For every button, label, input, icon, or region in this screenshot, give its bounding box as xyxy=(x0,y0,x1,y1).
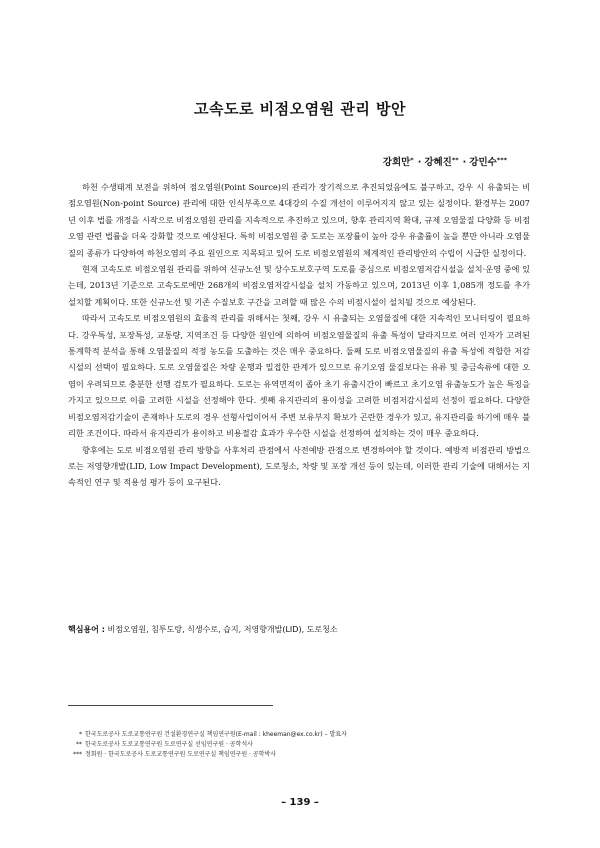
footnote xyxy=(68,730,538,740)
paper-title: 고속도로 비점오염원 관리 방안 xyxy=(193,100,407,118)
footnote-mark: * xyxy=(79,731,82,738)
abstract-paragraph: 현재 고속도로 비점오염원 관리를 위하여 신규노선 및 상수도보호구역 도로를 중심으로 비점오염저감시설을 설치·운영 중에 있는데, 2013년 기준으로 고속도로에만 268개의 비점오염저감시설을 설치 가동하고 있으며, 2013년 이후 1,085개 정도를 추가 설치할 계획이다. 또한 신규노선 및 기존 수질보호 구간을 고려할 때 많은 수의 비점시설이 설치될 것으로 예상된다. xyxy=(68,264,530,307)
author-name: 강민수 xyxy=(469,157,497,168)
footnote-text: 정회원 · 한국도로공사 도로교통연구원 도로연구실 책임연구원 · 공학박사 xyxy=(85,751,277,758)
page-number: – 139 – xyxy=(281,797,319,808)
author-name: 강혜진 xyxy=(424,157,452,168)
author-mark: * xyxy=(410,156,414,164)
footnote-divider xyxy=(68,705,273,706)
author-separator: · xyxy=(462,157,467,168)
footnote xyxy=(68,750,538,760)
author-mark: *** xyxy=(496,156,507,164)
abstract-paragraph: 향후에는 도로 비점오염원 관리 방향을 사후처리 관점에서 사전예방 관점으로 변경하여야 할 것이다. 예방적 비점관리 방법으로는 저영향개발(LID, Low Impact Development), 도로청소, 차량 및 포장 개선 등이 있는데, 이러한 관리 기술에 대해서는 지속적인 연구 및 적용성 평가 등이 요구된다. xyxy=(68,444,530,488)
keywords-label: 핵심용어 : xyxy=(68,625,105,634)
abstract-paragraph: 따라서 고속도로 비점오염원의 효율적 관리를 위해서는 첫째, 강우 시 유출되는 오염물질에 대한 지속적인 모니터링이 필요하다. 강우특성, 포장특성, 교통량, 지역조건 등 다양한 원인에 의하여 비점오염물질의 유출 특성이 달라지므로 여러 인자가 고려된 통계학적 분석을 통해 오염물질의 적정 농도를 도출하는 것은 매우 중요하다. 둘째 도로 비점오염물질의 유출 특성에 적합한 저감시설의 선택이 필요하다. 도로 오염물질은 차량 운행과 밀접한 관계가 있으므로 유기오염 물질보다는 유류 및 중금속류에 대한 오염이 우려되므로 충분한 선행 검토가 필요하다. 도로는 유역면적이 좁아 초기 유출시간이 빠르고 초기오염 유출농도가 높은 특징을 가지고 있으므로 이를 고려한 시설을 선정해야 한다. 셋째 유지관리의 용이성을 고려한 비점저감시설의 선정이 필요하다. 다양한 비점오염저감기술이 존재하나 도로의 경우 선형사업이어서 주변 보유부지 확보가 곤란한 경우가 있고, 유지관리를 하기에 매우 불리한 조건이다. 따라서 유지관리가 용이하고 비용절감 효과가 우수한 시설을 선정하여 설치하는 것이 매우 중요하다. xyxy=(68,313,530,439)
abstract-paragraph: 하천 수생태계 보전을 위하여 점오염원(Point Source)의 관리가 장기적으로 추진되었음에도 불구하고, 강우 시 유출되는 비점오염원(Non-point Source) 관리에 대한 인식부족으로 4대강의 수질 개선이 이루어지지 않고 있는 실정이다. 환경부는 2007년 이후 법를 개정을 시작으로 비점오염원 관리를 지속적으로 추진하고 있으며, 향후 관리지역 확대, 규제 오염물질 다양화 등 비점오염 관련 법률을 더욱 강화할 것으로 예상된다. 특히 비점오염원 중 도로는 포장률이 높아 강우 유출률이 높을 뿐만 아니라 오염물질의 종류가 다양하여 하천오염의 주요 원인으로 지목되고 있어 도로 비점오염원의 체계적인 관리방안의 수립이 시급한 실정이다. xyxy=(68,182,530,258)
author-name: 강희만 xyxy=(382,157,411,168)
keywords xyxy=(68,624,538,636)
footnote-mark: *** xyxy=(73,751,82,758)
author-line xyxy=(383,154,508,168)
footnote xyxy=(68,740,538,750)
footnote-mark: ** xyxy=(76,741,82,748)
footnote-text: 한국도로공사 도로교통연구원 도로연구실 선임연구원 · 공학석사 xyxy=(85,741,253,748)
author-mark: ** xyxy=(451,156,459,164)
footnote-text: 한국도로공사 도로교통연구원 건설환경연구실 책임연구원(E-mail : kheeman@ex.co.kr) – 발표자 xyxy=(85,731,347,738)
keywords-text: 비점오염원, 침투도랑, 식생수로, 습지, 저영향개발(LID), 도로청소 xyxy=(107,625,338,634)
abstract xyxy=(68,179,530,491)
author-separator: · xyxy=(417,157,422,168)
footnotes xyxy=(68,730,538,760)
